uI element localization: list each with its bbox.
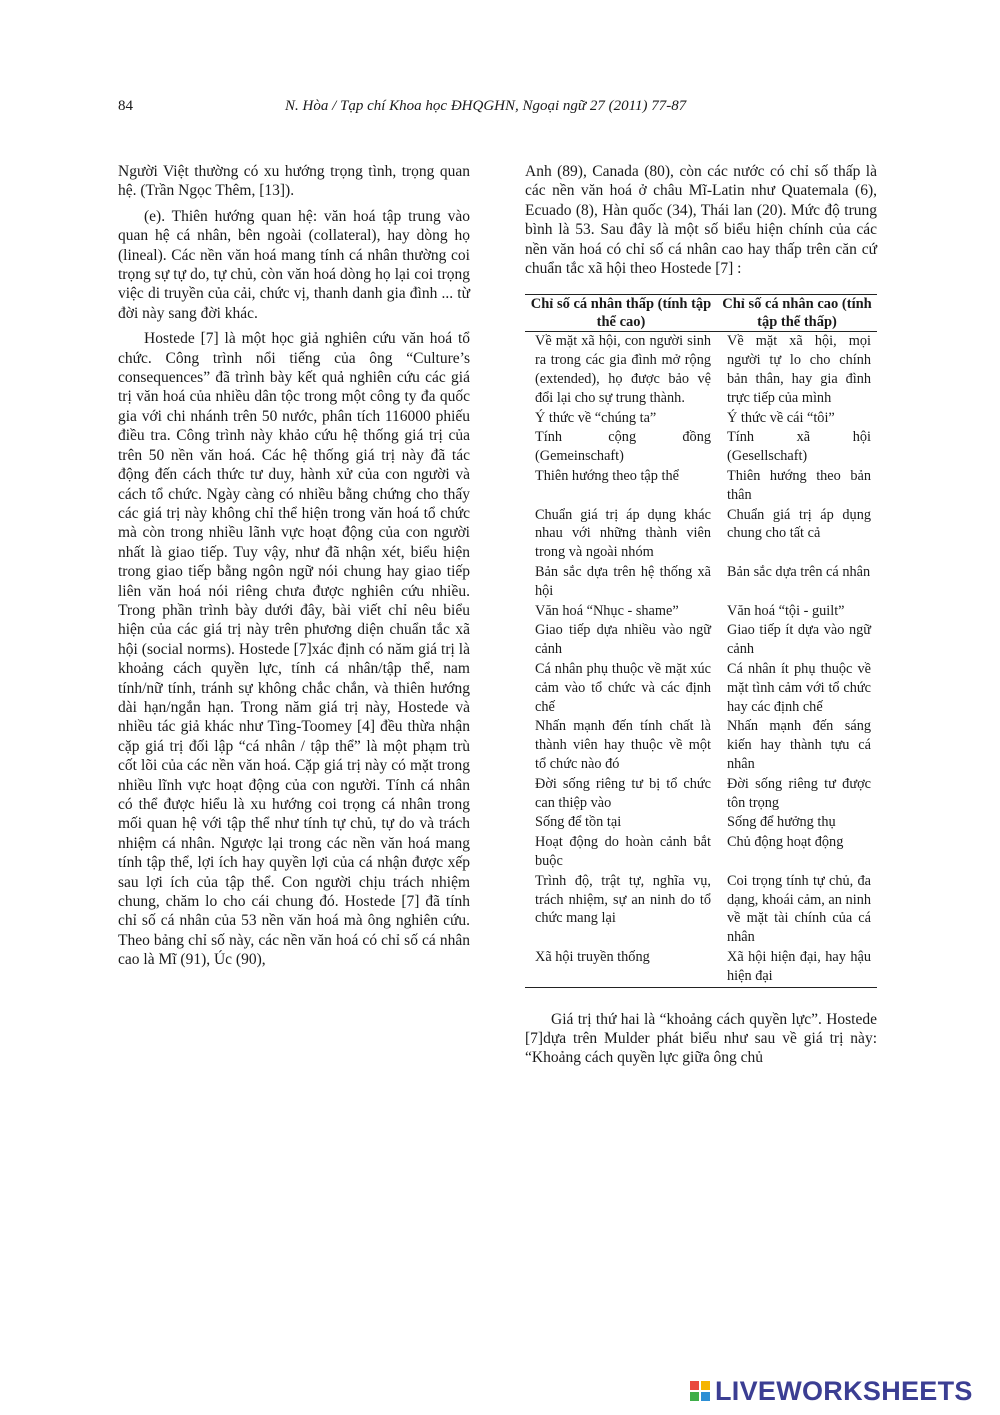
cell-high: Bản sắc dựa trên cá nhân bbox=[727, 564, 871, 580]
cell-low: Văn hoá “Nhục - shame” bbox=[535, 602, 679, 619]
cell-low: Cá nhân phụ thuộc về mặt xúc cảm vào tổ chức và các định chế bbox=[535, 660, 711, 715]
table-row bbox=[525, 409, 877, 429]
right-paragraph-1: Anh (89), Canada (80), còn các nước có chỉ số thấp là các nền văn hoá ở châu Mĩ-Latin như Quatemala (6), Ecuado (8), Hàn quốc (34), Thái lan (20). Mức độ trung bình là 53. Sau đây là một số biểu hiện chính của các nền văn hoá có chỉ số cá nhân cao hay thấp trên căn cứ chuẩn tắc xã hội theo Hostede [7] : bbox=[525, 163, 877, 278]
left-paragraph-3: Hostede [7] là một học giả nghiên cứu văn hoá tổ chức. Công trình nổi tiếng của ông “Culture’s consequences” đã trình bày kết quả nghiên cứu các giá trị văn hoá của nhiều dân tộc trong một công ty đa quốc gia với chi nhánh trên 50 nước, phân tích 116000 phiếu điều tra. Công trình này khảo cứu hệ thống giá trị của trên 50 nền văn hoá. Các hệ thống giá trị này đã tác động đến cách thức tư duy, hành xử của con người và cách tổ chức. Ngày càng có nhiều bằng chứng cho thấy các giá trị này không chỉ thể hiện trong văn hoá tổ chức mà còn trong nhiều lãnh vực hoạt động của con người nhất là giao tiếp. Tuy vậy, như đã nhận xét, biểu hiện trong giao tiếp bằng ngôn ngữ nói chung hay giao tiếp liên văn hoá nói riêng chưa được nghiên cứu nhiều. Trong phần trình bày dưới đây, bài viết chỉ nêu biểu hiện của các giá trị này trên phương diện chuẩn tắc xã hội (social norms). Hostede [7]xác định có năm giá trị là khoảng cách quyền lực, tính cá nhân/tập thể, nam tính/nữ tính, tránh sự không chắc chắn, và thiên hướng dài hạn/ngắn hạn. Trong năm giá trị này, Hostede và nhiều tác giả khác như Ting-Toomey [4] đều thừa nhận cặp giá trị đối lập “cá nhân / tập thể” là một phạm trù cốt lõi của các nền văn hoá. Cặp giá trị này có mặt trong nhiều lĩnh vực hoạt động của con người. Tính cá nhân có thể được hiểu là xu hướng coi trọng cá nhân trong mối quan hệ với tập thể như tính tự chủ, tự do và trách nhiệm cá nhân. Ngược lại trong các nền văn hoá mang tính tập thể, lợi ích hay quyền lợi của cá nhận được xếp sau lợi ích của tập thể. Con người chịu trách nhiệm chung, chăm lo cho cái chung đó. Hostede [7] đã tính chỉ số cá nhân của 53 nền văn hoá mà ông nghiên cứu. Theo bảng chỉ số này, các nền văn hoá có chỉ số cá nhân cao là Mĩ (91), Úc (90), bbox=[118, 330, 470, 969]
individualism-table bbox=[525, 294, 877, 987]
cell-low: Bản sắc dựa trên hệ thống xã hội bbox=[535, 564, 711, 599]
right-column bbox=[525, 162, 877, 1068]
page-number: 84 bbox=[118, 98, 133, 114]
logo-square-icon bbox=[701, 1381, 710, 1390]
running-title: N. Hòa / Tạp chí Khoa học ĐHQGHN, Ngoại ngữ 27 (2011) 77-87 bbox=[285, 98, 687, 114]
logo-square-icon bbox=[701, 1392, 710, 1401]
liveworksheets-logo-icon bbox=[690, 1381, 710, 1401]
table-row bbox=[525, 332, 877, 409]
cell-high: Ý thức về cái “tôi” bbox=[727, 409, 835, 426]
cell-high: Nhấn mạnh đến sáng kiến hay thành tựu cá nhân bbox=[727, 718, 871, 772]
table-row bbox=[525, 506, 877, 563]
cell-high: Cá nhân ít phụ thuộc về mặt tình cảm với tổ chức hay các định chế bbox=[727, 660, 871, 715]
cell-high: Giao tiếp ít dựa vào ngữ cảnh bbox=[727, 622, 871, 658]
left-paragraph-1: Người Việt thường có xu hướng trọng tình, trọng quan hệ. (Trần Ngọc Thêm, [13]). bbox=[118, 163, 470, 200]
cell-low: Thiên hướng theo tập thể bbox=[535, 468, 679, 485]
cell-low: Về mặt xã hội, con người sinh ra trong các gia đình mở rộng (extended), họ được bảo vệ đổi lại cho sự trung thành. bbox=[535, 333, 711, 406]
table-row bbox=[525, 833, 877, 872]
table-row bbox=[525, 717, 877, 774]
cell-low: Chuẩn giá trị áp dụng khác nhau với những thành viên trong và ngoài nhóm bbox=[535, 506, 711, 561]
table-row bbox=[525, 872, 877, 948]
cell-low: Nhấn mạnh đến tính chất là thành viên hay thuộc về một tổ chức nào đó bbox=[535, 718, 711, 772]
logo-square-icon bbox=[690, 1381, 699, 1390]
cell-high: Về mặt xã hội, mọi người tự lo cho chính bản thân, hay gia đình trực tiếp của mình bbox=[727, 333, 871, 406]
logo-square-icon bbox=[690, 1392, 699, 1401]
table-row bbox=[525, 813, 877, 833]
table-row bbox=[525, 602, 877, 622]
left-column bbox=[118, 162, 470, 970]
cell-low: Ý thức về “chúng ta” bbox=[535, 409, 657, 426]
table-row bbox=[525, 428, 877, 467]
cell-high: Tính xã hội (Gesellschaft) bbox=[727, 429, 871, 465]
table-row bbox=[525, 948, 877, 987]
page-header bbox=[118, 98, 878, 120]
table-header-row bbox=[525, 295, 877, 332]
cell-low: Xã hội truyền thống bbox=[535, 948, 650, 965]
header-high-individualism: Chỉ số cá nhân cao (tính tập thể thấp) bbox=[717, 295, 877, 332]
cell-low: Đời sống riêng tư bị tổ chức can thiệp vào bbox=[535, 775, 711, 811]
liveworksheets-watermark bbox=[690, 1373, 990, 1409]
cell-high: Văn hoá “tội - guilt” bbox=[727, 602, 845, 619]
cell-low: Hoạt động do hoàn cảnh bắt buộc bbox=[535, 834, 711, 869]
watermark-text: LIVEWORKSHEETS bbox=[715, 1375, 973, 1406]
cell-low: Giao tiếp dựa nhiều vào ngữ cảnh bbox=[535, 622, 711, 658]
table-row bbox=[525, 775, 877, 814]
cell-high: Thiên hướng theo bản thân bbox=[727, 468, 871, 503]
cell-low: Trình độ, trật tự, nghĩa vụ, trách nhiệm, sự an ninh do tổ chức mang lại bbox=[535, 872, 711, 927]
cell-high: Coi trọng tính tự chủ, đa dạng, khoái cảm, an ninh về mặt tài chính của cá nhân bbox=[727, 872, 871, 946]
cell-high: Chuẩn giá trị áp dụng chung cho tất cả bbox=[727, 506, 871, 542]
table-row bbox=[525, 563, 877, 602]
cell-high: Đời sống riêng tư được tôn trọng bbox=[727, 775, 871, 811]
cell-high: Xã hội hiện đại, hay hậu hiện đại bbox=[727, 948, 871, 984]
table-row bbox=[525, 621, 877, 660]
cell-high: Sống để hưởng thụ bbox=[727, 814, 836, 831]
table-row bbox=[525, 467, 877, 506]
right-paragraph-2: Giá trị thứ hai là “khoảng cách quyền lực”. Hostede [7]dựa trên Mulder phát biểu như sau về giá trị này: “Khoảng cách quyền lực giữa ông chủ bbox=[525, 1010, 877, 1067]
cell-low: Tính cộng đồng (Gemeinschaft) bbox=[535, 429, 711, 465]
left-paragraph-2: (e). Thiên hướng quan hệ: văn hoá tập trung vào quan hệ cá nhân, bên ngoài (collateral), hay dòng họ (lineal). Các nền văn hoá mang tính cá nhân thường coi trọng sự tự do, tự chủ, còn văn hoá dòng họ lại coi trọng việc di truyền của cải, chức vị, thanh danh gia đình ... từ đời này sang đời khác. bbox=[118, 207, 470, 322]
table-row bbox=[525, 660, 877, 717]
cell-low: Sống để tồn tại bbox=[535, 814, 622, 831]
header-low-individualism: Chỉ số cá nhân thấp (tính tập thể cao) bbox=[525, 295, 717, 332]
cell-high: Chủ động hoạt động bbox=[727, 834, 844, 851]
